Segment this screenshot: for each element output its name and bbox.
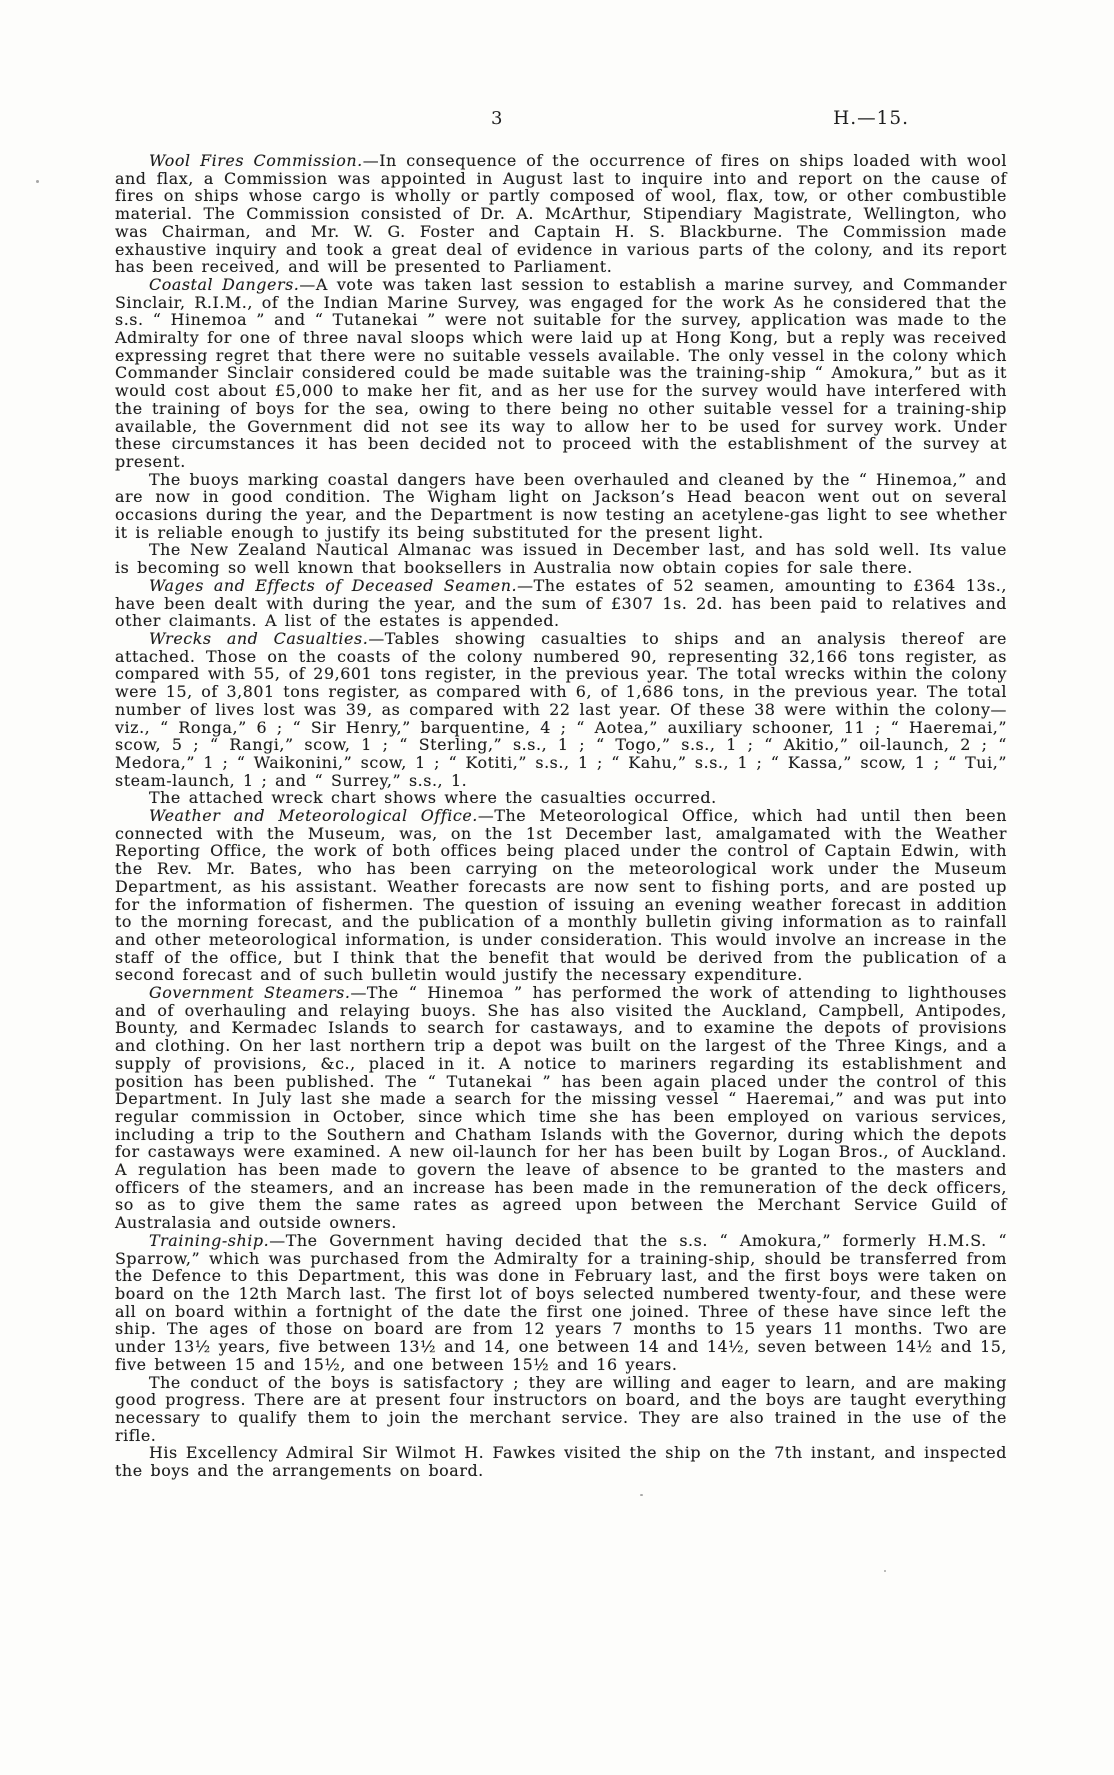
paragraph-lead: Training-ship.	[149, 1230, 270, 1250]
paragraph-text: —The Meteorological Office, which had until then been connected with the Museum, was, on the 1st December last, amalgamated with the Weather Reporting Office, the work of both offices being placed under the control of Captain Edwin, with the Rev. Mr. Bates, who has been carrying on the meteorological work under the Museum Department, as his assistant. Weather forecasts are now sent to fishing ports, and are posted up for the information of fishermen. The question of issuing an evening weather forecast in addition to the morning forecast, and the publication of a monthly bulletin giving information as to rainfall and other meteorological information, is under consideration. This would involve an increase in the staff of the office, but I think that the benefit that would be derived from the publication of a second forecast and of such bulletin would justify the necessary expenditure.	[115, 806, 1007, 985]
para-buoys-coastal-dangers	[115, 471, 1007, 542]
page-number: 3	[491, 108, 503, 129]
paragraph-text: —In consequence of the occurrence of fires on ships loaded with wool and flax, a Commission was appointed in August last to inquire into and report on the cause of fires on ships whose cargo is wholly or partly composed of wool, flax, tow, or other combustible material. The Commission consisted of Dr. A. McArthur, Stipendiary Magistrate, Wellington, who was Chairman, and Mr. W. G. Foster and Captain H. S. Blackburne. The Commission made exhaustive inquiry and took a great deal of evidence in various parts of the colony, and its report has been received, and will be presented to Parliament.	[115, 151, 1007, 277]
document-reference: H.—15.	[833, 108, 909, 129]
paragraph-text: The conduct of the boys is satisfactory ; they are willing and eager to learn, and are making good progress. There are at present four instructors on board, and the boys are taught everything necessary to qualify them to join the merchant service. They are also trained in the use of the rifle.	[115, 1372, 1007, 1445]
para-weather-meteorological-office	[115, 807, 1007, 984]
paragraph-text: —Tables showing casualties to ships and an analysis thereof are attached. Those on the coasts of the colony numbered 90, representing 32,166 tons register, as compared with 55, of 29,601 tons register, in the previous year. The total wrecks within the colony were 15, of 3,801 tons register, as compared with 6, of 1,686 tons, in the previous year. The total number of lives lost was 39, as compared with 22 last year. Of these 38 were within the colony—viz., “ Ronga,” 6 ; “ Sir Henry,” barquentine, 4 ; “ Aotea,” auxiliary schooner, 11 ; “ Haeremai,” scow, 5 ; “ Rangi,” scow, 1 ; “ Sterling,” s.s., 1 ; “ Togo,” s.s., 1 ; “ Akitio,” oil-launch, 2 ; “ Medora,” 1 ; “ Waikonini,” scow, 1 ; “ Kotiti,” s.s., 1 ; “ Kahu,” s.s., 1 ; “ Kassa,” scow, 1 ; “ Tui,” steam-launch, 1 ; and “ Surrey,” s.s., 1.	[115, 628, 1007, 790]
para-boys-conduct	[115, 1374, 1007, 1445]
paragraph-text: The attached wreck chart shows where the casualties occurred.	[149, 788, 717, 808]
paragraph-text: —The “ Hinemoa ” has performed the work of attending to lighthouses and of overhauling and relaying buoys. She has also visited the Auckland, Campbell, Antipodes, Bounty, and Kermadec Islands to search for castaways, and to examine the depots of provisions and clothing. On her last northern trip a depot was built on the largest of the Three Kings, and a supply of provisions, &c., placed in it. A notice to mariners regarding its establishment and position has been published. The “ Tutanekai ” has been again placed under the control of this Department. In July last she made a search for the missing vessel “ Haeremai,” and was put into regular commission in October, since which time she has been employed on various services, including a trip to the Southern and Chatham Islands with the Governor, during which the depots for castaways were examined. A new oil-launch for her has been built by Logan Bros., of Auckland. A regulation has been made to govern the leave of absence to be granted to the masters and officers of the steamers, and an increase has been made in the remuneration of the deck officers, so as to give them the same rates as agreed upon between the Merchant Service Guild of Australasia and outside owners.	[115, 983, 1007, 1233]
para-nautical-almanac	[115, 541, 1007, 576]
paragraph-lead: Wrecks and Casualties.	[149, 628, 369, 648]
report-body	[115, 152, 1007, 1480]
scan-speck	[36, 180, 39, 183]
para-wreck-chart	[115, 789, 1007, 807]
para-government-steamers	[115, 984, 1007, 1232]
para-wool-fires-commission	[115, 152, 1007, 276]
para-wrecks-casualties	[115, 630, 1007, 789]
paragraph-text: —The estates of 52 seamen, amounting to £364 13s., have been dealt with during the year, and the sum of £307 1s. 2d. has been paid to relatives and other claimants. A list of the estates is appended.	[115, 575, 1007, 631]
scan-speck	[884, 1570, 886, 1572]
para-coastal-dangers	[115, 276, 1007, 471]
paragraph-lead: Wages and Effects of Deceased Seamen.	[149, 575, 518, 595]
paragraph-text: The New Zealand Nautical Almanac was issued in December last, and has sold well. Its value is becoming so well known that booksellers in Australia now obtain copies for sale there.	[115, 540, 1007, 578]
scan-speck	[640, 1494, 643, 1496]
paragraph-text: His Excellency Admiral Sir Wilmot H. Fawkes visited the ship on the 7th instant, and inspected the boys and the arrangements on board.	[115, 1443, 1007, 1481]
para-wages-deceased-seamen	[115, 577, 1007, 630]
paragraph-text: The buoys marking coastal dangers have been overhauled and cleaned by the “ Hinemoa,” and are now in good condition. The Wigham light on Jackson’s Head beacon went out on several occasions during the year, and the Department is now testing an acetylene-gas light to see whether it is reliable enough to justify its being substituted for the present light.	[115, 469, 1007, 542]
paragraph-text: —The Government having decided that the s.s. “ Amokura,” formerly H.M.S. “ Sparrow,” which was purchased from the Admiralty for a training-ship, should be transferred from the Defence to this Department, this was done in February last, and the first boys were taken on board on the 12th March last. The first lot of boys selected numbered twenty-four, and these were all on board within a fortnight of the date the first one joined. Three of these have since left the ship. The ages of those on board are from 12 years 7 months to 15 years 11 months. Two are under 13½ years, five between 13½ and 14, one between 14 and 14½, seven between 14½ and 15, five between 15 and 15½, and one between 15½ and 16 years.	[115, 1230, 1007, 1374]
para-admiral-visit	[115, 1444, 1007, 1479]
page-header	[115, 104, 1007, 152]
paragraph-lead: Wool Fires Commission.	[149, 151, 363, 170]
paragraph-lead: Government Steamers.	[149, 983, 351, 1003]
text-block	[115, 104, 1007, 1480]
para-training-ship	[115, 1232, 1007, 1374]
paragraph-text: —A vote was taken last session to establish a marine survey, and Commander Sinclair, R.I.M., of the Indian Marine Survey, was engaged for the work As he considered that the s.s. “ Hinemoa ” and “ Tutanekai ” were not suitable for the survey, application was made to the Admiralty for one of three naval sloops which were laid up at Hong Kong, but a reply was received expressing regret that there were no suitable vessels available. The only vessel in the colony which Commander Sinclair considered could be made suitable was the training-ship “ Amokura,” but as it would cost about £5,000 to make her fit, and as her use for the survey would have interfered with the training of boys for the sea, owing to there being no other suitable vessel for a training-ship available, the Government did not see its way to allow her to be used for survey work. Under these circumstances it has been decided not to proceed with the establishment of the survey at present.	[115, 274, 1007, 471]
paragraph-lead: Weather and Meteorological Office.	[149, 806, 478, 826]
paragraph-lead: Coastal Dangers.	[149, 274, 300, 294]
